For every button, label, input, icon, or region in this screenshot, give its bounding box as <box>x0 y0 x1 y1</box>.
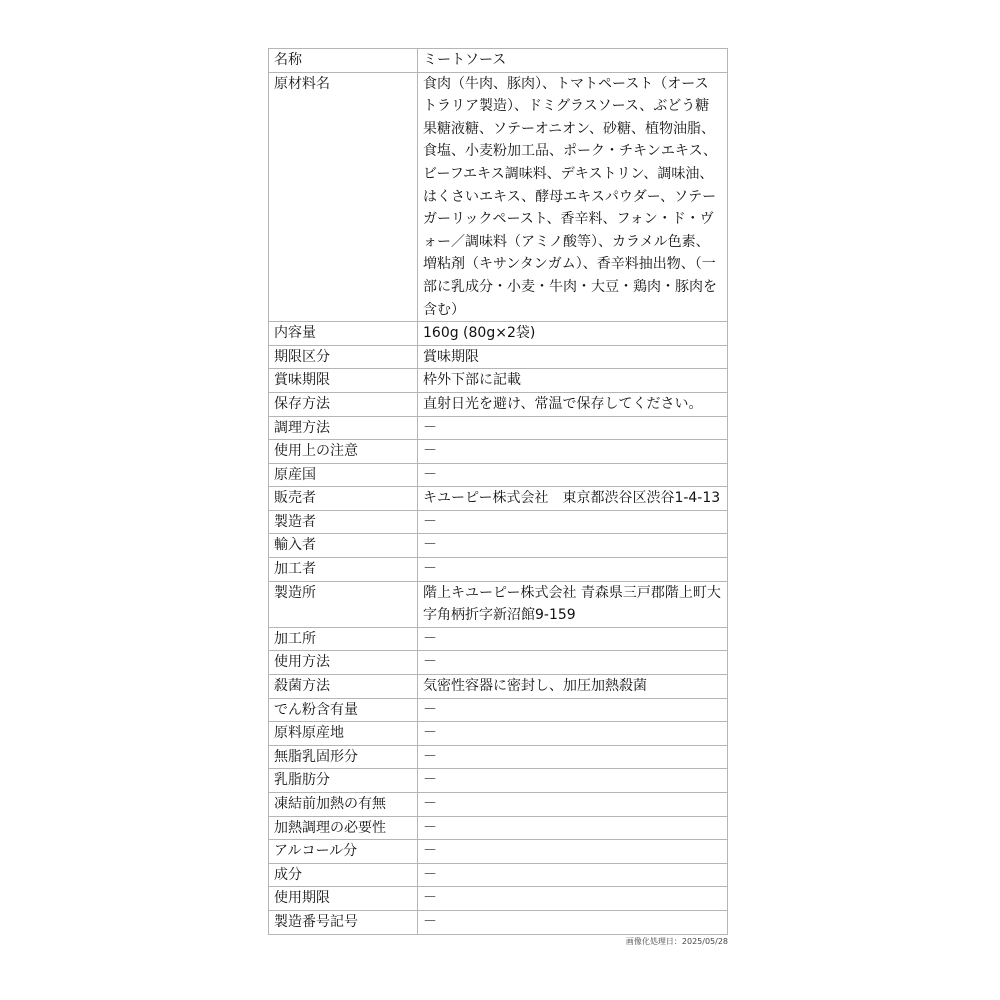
row-value: － <box>418 463 728 487</box>
row-value: － <box>418 440 728 464</box>
row-key: 加工所 <box>269 627 418 651</box>
table-row <box>269 840 728 864</box>
table-row <box>269 416 728 440</box>
row-key: 原材料名 <box>269 72 418 322</box>
table-row <box>269 72 728 322</box>
table-row <box>269 910 728 934</box>
row-key: 賞味期限 <box>269 369 418 393</box>
row-value: － <box>418 558 728 582</box>
row-value: 食肉（牛肉、豚肉）、トマトペースト（オーストラリア製造）、ドミグラスソース、ぶどう糖果糖液糖、ソテーオニオン、砂糖、植物油脂、食塩、小麦粉加工品、ポーク・チキンエキス、ビーフエキス調味料、デキストリン、調味油、はくさいエキス、酵母エキスパウダー、ソテーガーリックペースト、香辛料、フォン・ド・ヴォー／調味料（アミノ酸等）、カラメル色素、増粘剤（キサンタンガム）、香辛料抽出物、（一部に乳成分・小麦・牛肉・大豆・鶏肉・豚肉を含む） <box>418 72 728 322</box>
row-value: 枠外下部に記載 <box>418 369 728 393</box>
row-value: － <box>418 416 728 440</box>
table-row <box>269 369 728 393</box>
row-value: キユーピー株式会社 東京都渋谷区渋谷1-4-13 <box>418 487 728 511</box>
table-row <box>269 487 728 511</box>
table-row <box>269 651 728 675</box>
row-value: － <box>418 840 728 864</box>
row-value: － <box>418 698 728 722</box>
table-row <box>269 581 728 627</box>
table-row <box>269 534 728 558</box>
row-key: アルコール分 <box>269 840 418 864</box>
row-key: 保存方法 <box>269 392 418 416</box>
row-key: 名称 <box>269 49 418 73</box>
row-key: 加熱調理の必要性 <box>269 816 418 840</box>
row-value: － <box>418 722 728 746</box>
table-row <box>269 627 728 651</box>
row-value: － <box>418 793 728 817</box>
row-key: 製造番号記号 <box>269 910 418 934</box>
row-value: － <box>418 910 728 934</box>
table-row <box>269 816 728 840</box>
table-row <box>269 345 728 369</box>
row-value: － <box>418 651 728 675</box>
table-row <box>269 722 728 746</box>
row-key: 内容量 <box>269 322 418 346</box>
row-value: － <box>418 510 728 534</box>
row-key: 使用上の注意 <box>269 440 418 464</box>
row-value: － <box>418 769 728 793</box>
table-row <box>269 745 728 769</box>
row-value: － <box>418 627 728 651</box>
row-value: 160g (80g×2袋) <box>418 322 728 346</box>
row-key: 凍結前加熱の有無 <box>269 793 418 817</box>
table-row <box>269 863 728 887</box>
row-value: － <box>418 534 728 558</box>
table-row <box>269 558 728 582</box>
row-key: 加工者 <box>269 558 418 582</box>
row-key: 製造所 <box>269 581 418 627</box>
row-key: 販売者 <box>269 487 418 511</box>
image-processing-date: 画像化処理日：2025/05/28 <box>625 937 728 946</box>
row-value: － <box>418 863 728 887</box>
table-row <box>269 510 728 534</box>
row-key: 原産国 <box>269 463 418 487</box>
row-value: ミートソース <box>418 49 728 73</box>
row-value: － <box>418 745 728 769</box>
table-row <box>269 49 728 73</box>
row-key: 調理方法 <box>269 416 418 440</box>
table-row <box>269 675 728 699</box>
row-key: 製造者 <box>269 510 418 534</box>
row-key: 輸入者 <box>269 534 418 558</box>
row-key: 使用期限 <box>269 887 418 911</box>
row-key: 成分 <box>269 863 418 887</box>
row-value: 賞味期限 <box>418 345 728 369</box>
row-key: 期限区分 <box>269 345 418 369</box>
row-value: 階上キユーピー株式会社 青森県三戸郡階上町大字角柄折字新沼館9-159 <box>418 581 728 627</box>
row-key: でん粉含有量 <box>269 698 418 722</box>
row-key: 乳脂肪分 <box>269 769 418 793</box>
row-key: 殺菌方法 <box>269 675 418 699</box>
table-row <box>269 698 728 722</box>
product-label-table <box>268 48 728 935</box>
table-row <box>269 793 728 817</box>
table-row <box>269 463 728 487</box>
table-row <box>269 322 728 346</box>
row-value: 気密性容器に密封し、加圧加熱殺菌 <box>418 675 728 699</box>
row-key: 使用方法 <box>269 651 418 675</box>
table-row <box>269 769 728 793</box>
table-row <box>269 887 728 911</box>
row-key: 無脂乳固形分 <box>269 745 418 769</box>
table-row <box>269 440 728 464</box>
row-value: － <box>418 887 728 911</box>
label-table-body <box>269 49 728 935</box>
row-value: － <box>418 816 728 840</box>
row-key: 原料原産地 <box>269 722 418 746</box>
row-value: 直射日光を避け、常温で保存してください。 <box>418 392 728 416</box>
table-row <box>269 392 728 416</box>
